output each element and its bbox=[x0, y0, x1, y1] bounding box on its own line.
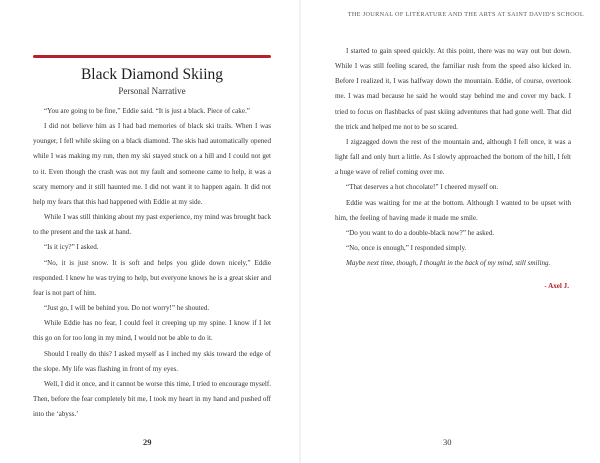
paragraph: Should I really do this? I asked myself as I inched my skis toward the edge of the slope. My life was flashing in front of my eyes. bbox=[33, 349, 271, 373]
running-head: THE JOURNAL OF LITERATURE AND THE ARTS AT SAINT DAVID'S SCHOOL bbox=[347, 11, 584, 18]
paragraph: While Eddie has no fear, I could feel it creeping up my spine. I know if I let this go on for too long in my mind, I would not be able to do it. bbox=[33, 319, 271, 343]
page-number-right: 30 bbox=[443, 437, 452, 447]
story-genre: Personal Narrative bbox=[118, 86, 186, 96]
paragraph: I zigzagged down the rest of the mountain and, although I fell once, it was a light fall and only hurt a little. As I slowly approached the bottom of the hill, I felt a huge wave of relief coming over me. bbox=[335, 137, 571, 177]
paragraph: “Is it icy?” I asked. bbox=[44, 243, 99, 252]
paragraph: “No, once is enough,” I responded simply. bbox=[346, 244, 467, 253]
author-signature: - Axel J. bbox=[544, 282, 569, 291]
paragraph: I did not believe him as I had bad memories of black ski trails. When I was younger, I fell while skiing on a black diamond. The skis had automatically opened while I was making my run, then my ski stayed stuck on a hill and I could not get to it. Even though the crash was not my fault and someone came to help, it was a scary memory and it still haunted me. I did not want it to happen again. It did not help my fears that this had happened with Eddie at my side. bbox=[33, 122, 271, 206]
title-rule bbox=[33, 55, 271, 58]
paragraph: “Do you want to do a double-black now?” he asked. bbox=[346, 228, 495, 237]
page-number-left: 29 bbox=[143, 437, 152, 447]
right-page bbox=[301, 0, 600, 463]
paragraph: Maybe next time, though, I thought in the back of my mind, still smiling. bbox=[346, 259, 551, 268]
left-page bbox=[0, 0, 299, 463]
right-body-text bbox=[335, 44, 571, 295]
paragraph: “No, it is just snow. It is soft and helps you glide down nicely,” Eddie responded. I knew he was trying to help, but everyone knows he is a great skier and fear is not part of him. bbox=[33, 258, 271, 297]
story-title: Black Diamond Skiing bbox=[80, 66, 224, 83]
paragraph: “That deserves a hot chocolate!” I cheered myself on. bbox=[346, 183, 499, 192]
paragraph: “You are going to be fine,” Eddie said. “It is just a black. Piece of cake.” bbox=[44, 107, 250, 115]
paragraph: While I was still thinking about my past experience, my mind was brought back to the present and the task at hand. bbox=[33, 213, 271, 237]
paragraph: I started to gain speed quickly. At this point, there was no way out but down. While I was still feeling scared, the familiar rush from the speed also kicked in. Before I realized it, I was halfway down the mountain. Eddie, of course, overtook me. I was mad because he said he would stay behind me and cover my back. I tried to focus on flashbacks of past skiing adventures that had gone well. That did the trick and helped me not to be so scared. bbox=[335, 47, 571, 131]
paragraph: “Just go, I will be behind you. Do not worry!” he shouted. bbox=[44, 304, 210, 313]
paragraph: Eddie was waiting for me at the bottom. Although I wanted to be upset with him, the feeling of having made it made me smile. bbox=[335, 198, 571, 222]
paragraph: Well, I did it once, and it cannot be worse this time, I tried to encourage myself. Then, before the fear completely bit me, I took my heart in my hand and pushed off into the ‘abyss.’ bbox=[33, 379, 271, 419]
left-body-text bbox=[33, 104, 271, 422]
